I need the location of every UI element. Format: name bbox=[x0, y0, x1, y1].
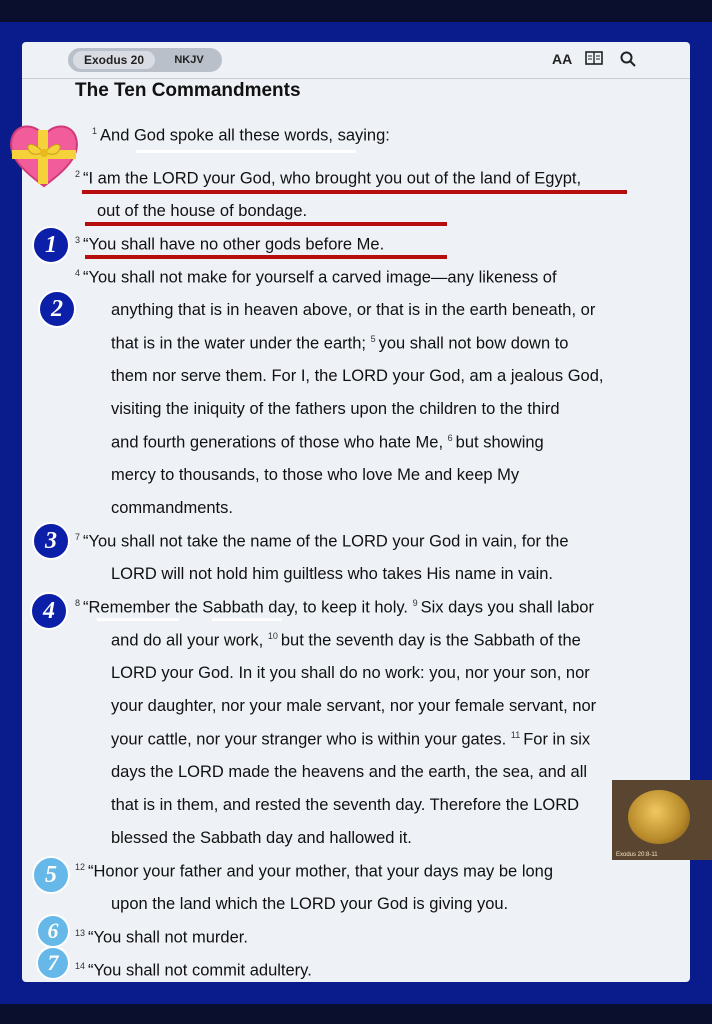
bible-page bbox=[22, 42, 690, 982]
top-bar bbox=[0, 0, 712, 22]
verse-line: $^{13}$ “You shall not murder. bbox=[75, 928, 248, 947]
verse-line: $^{12}$ “Honor your father and your mother, that your days may be long bbox=[75, 862, 554, 881]
bottom-bar bbox=[0, 1004, 712, 1024]
seal-disc bbox=[628, 790, 690, 844]
chapter-version-pill bbox=[68, 48, 222, 72]
heart-gift-icon bbox=[6, 118, 82, 190]
search-icon[interactable] bbox=[620, 51, 636, 70]
reader-icon[interactable] bbox=[585, 51, 603, 68]
verse-line: $^8$ “Remember the Sabbath day, to keep it holy. $^9$ Six days you shall labor bbox=[75, 598, 594, 617]
commandment-badge: 5 bbox=[32, 856, 70, 894]
commandment-badge: 2 bbox=[38, 290, 76, 328]
verse-line: anything that is in heaven above, or that is in the earth beneath, or bbox=[111, 301, 596, 319]
red-underline bbox=[82, 190, 627, 194]
section-title: The Ten Commandments bbox=[75, 80, 301, 101]
verse-line: mercy to thousands, to those who love Me and keep My bbox=[111, 466, 520, 484]
red-underline bbox=[85, 255, 447, 259]
verse-line: $^4$ “You shall not make for yourself a carved image—any likeness of bbox=[75, 268, 557, 287]
verse-line: that is in the water under the earth; $^5$ you shall not bow down to bbox=[111, 334, 569, 353]
verse-line: LORD will not hold him guiltless who takes His name in vain. bbox=[111, 565, 554, 583]
verse-line: your daughter, nor your male servant, nor your female servant, nor bbox=[111, 697, 597, 715]
verse-line: and do all your work, $^{10}$ but the seventh day is the Sabbath of the bbox=[111, 631, 581, 650]
verse-line: visiting the iniquity of the fathers upon the children to the third bbox=[111, 400, 560, 418]
verse-line: out of the house of bondage. bbox=[97, 202, 308, 220]
verse-line: $^2$ “I am the LORD your God, who brought you out of the land of Egypt, bbox=[75, 169, 582, 188]
verse-line: LORD your God. In it you shall do no work: you, nor your son, nor bbox=[111, 664, 590, 682]
white-underline bbox=[97, 618, 179, 621]
verse-line: upon the land which the LORD your God is giving you. bbox=[111, 895, 509, 913]
version-selector[interactable]: NKJV bbox=[174, 54, 204, 66]
commandment-badge: 4 bbox=[30, 592, 68, 630]
verse-line: commandments. bbox=[111, 499, 233, 517]
verse-line: blessed the Sabbath day and hallowed it. bbox=[111, 829, 412, 847]
verse-line: days the LORD made the heavens and the earth, the sea, and all bbox=[111, 763, 588, 781]
seal-caption: Exodus 20:8-11 bbox=[616, 852, 658, 858]
text-size-icon[interactable]: AA bbox=[552, 51, 573, 67]
verse-line: them nor serve them. For I, the LORD your God, am a jealous God, bbox=[111, 367, 604, 385]
commandment-badge: 3 bbox=[32, 522, 70, 560]
verse-line: that is in them, and rested the seventh day. Therefore the LORD bbox=[111, 796, 580, 814]
chapter-selector[interactable]: Exodus 20 bbox=[73, 51, 155, 69]
commandment-badge: 1 bbox=[32, 226, 70, 264]
wax-seal-image bbox=[612, 780, 712, 860]
verse-line: and fourth generations of those who hate Me, $^6$ but showing bbox=[111, 433, 544, 452]
verse-line: $^7$ “You shall not take the name of the LORD your God in vain, for the bbox=[75, 532, 569, 551]
reader-header bbox=[22, 42, 690, 79]
verse-line: your cattle, nor your stranger who is within your gates. $^{11}$ For in six bbox=[111, 730, 591, 749]
commandment-badge: 6 bbox=[36, 914, 70, 948]
commandment-badge: 7 bbox=[36, 946, 70, 980]
white-underline bbox=[212, 618, 282, 621]
red-underline bbox=[85, 222, 447, 226]
white-underline bbox=[136, 150, 356, 153]
verse-line: $^3$ “You shall have no other gods before Me. bbox=[75, 235, 385, 254]
verse-line: $^{14}$ “You shall not commit adultery. bbox=[75, 961, 312, 980]
verse-line: $^1$ And God spoke all these words, saying: bbox=[92, 126, 390, 145]
